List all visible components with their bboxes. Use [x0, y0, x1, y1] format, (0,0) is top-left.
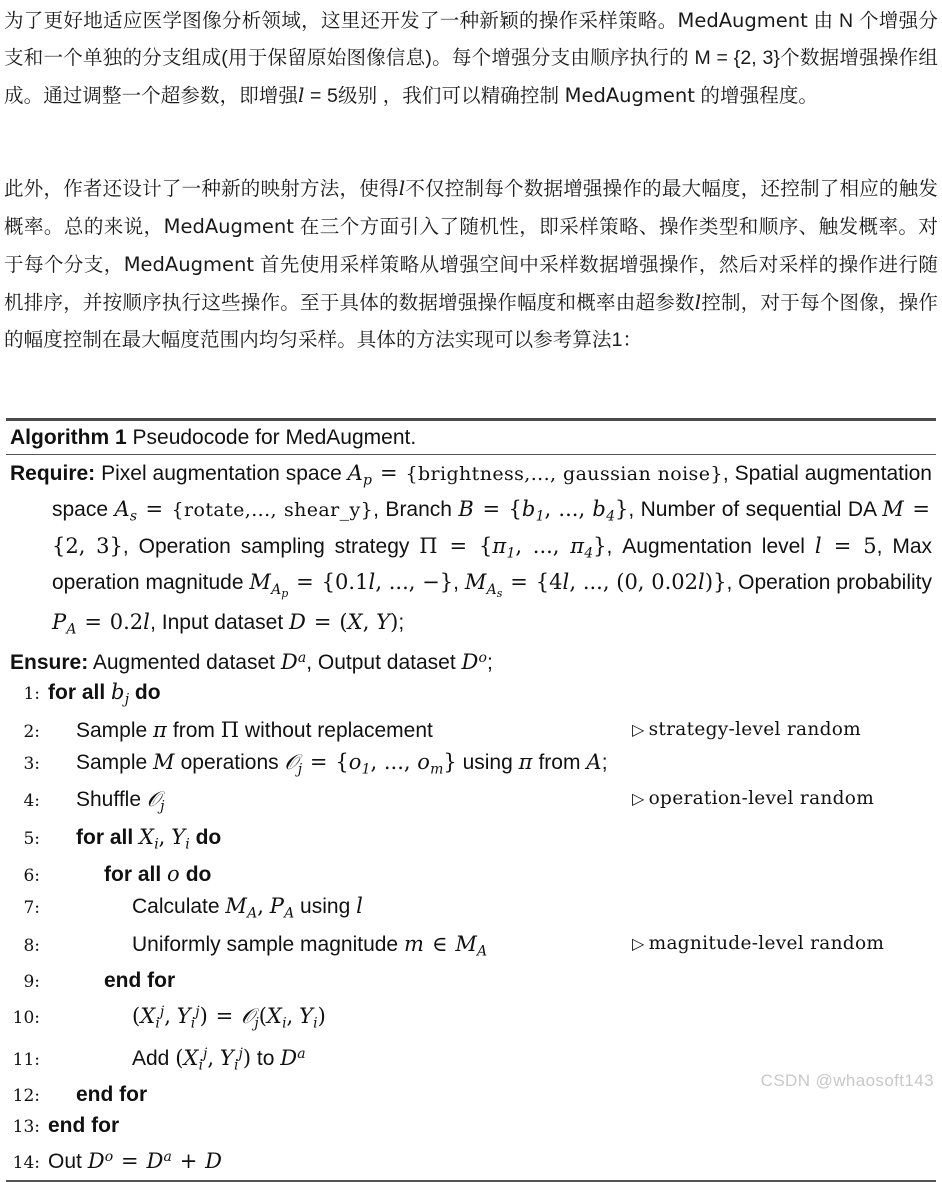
algorithm-step-2 [6, 715, 936, 747]
line-content: Sample M operations 𝒪$_j$ = {$o_1$, ..., $o_m$} using π from A; [76, 749, 608, 778]
line-number: 12: [12, 1086, 40, 1107]
para1-seg-6: 的增强程度。 [694, 85, 819, 107]
line-number: 5: [23, 828, 40, 849]
intro-paragraph-2 [4, 170, 938, 359]
para2-seg-2: 不仅控制每个数据增强操作的最大幅度，还控制了相应的触发概率。总的来说， [4, 178, 938, 238]
algorithm-step-6 [6, 859, 936, 891]
algorithm-ensure-line: Ensure: Augmented dataset $D^a$, Output dataset $D^o$; [10, 650, 493, 675]
intro-paragraph-1 [4, 2, 938, 115]
algorithm-step-7 [6, 891, 936, 928]
algorithm-step-1 [6, 677, 936, 714]
algorithm-step-14 [6, 1142, 936, 1178]
algorithm-step-9 [6, 966, 936, 997]
line-number: 6: [23, 866, 40, 887]
algorithm-step-4 [6, 784, 936, 821]
para2-seg-6: 首先使用采样策略从增强空间中采样数据增强操作，然后对采样的操作进行随机排序，并按顺序执行这些操作。至于具体的数据增强操作幅度和概率由超参数 [4, 254, 938, 314]
algorithm-step-13 [6, 1111, 936, 1142]
para2-seg-4: 在三个方面引入了随机性，即采样策略、操作类型和顺序、触发概率。对于每个分支， [4, 216, 938, 276]
line-number: 4: [23, 791, 40, 812]
line-number: 8: [23, 935, 40, 956]
line-number: 7: [23, 898, 40, 919]
algorithm-number-label: Algorithm 1 [10, 426, 127, 449]
line-number: 9: [23, 972, 40, 993]
line-content: for all $X_i$, $Y_i$ do [76, 824, 222, 853]
line-content: Uniformly sample magnitude m ∈ $M_A$ ▷ magnitude-level random [46, 929, 936, 966]
line-content: end for [76, 1083, 148, 1107]
para2-math-l-2: l [694, 290, 702, 314]
line-content: end for [104, 969, 176, 993]
require-label: Require: [10, 462, 96, 485]
algorithm-require-line: Require: Pixel augmentation space $A_p$ = {brightness,..., gaussian noise}, Spatial augmentation space $A_s$ = {rotate,..., shear_y}, Branch $B = \{b_1$, ..., $b_4$}, Number of sequential DA M = {2, 3}, Operation sampling strategy $\Pi = \{\pi_1$, ..., $\pi_4$}, Augmentation level l = 5, Max operation magnitude $M_{A_p} = \{0.1l$, ..., −}, $M_{A_s} = \{4l$, ..., (0, 0.02l)}, Operation probability $P_A = 0.2l$, Input dataset D = (X, Y); [10, 461, 933, 638]
para2-seg-medaugment-1: MedAugment [163, 215, 294, 238]
line-content: Shuffle 𝒪$_j$ ▷ operation-level random [46, 784, 936, 821]
algorithm-step-8 [6, 929, 936, 966]
para2-math-l-1: l [398, 176, 406, 200]
para2-seg-8: 控制，对于每个图像，操作的幅度控制在最大幅度范围内均匀采样。具体的方法实现可以参考算法1： [4, 292, 938, 351]
line-content: Out $D^o = D^a + D$ [48, 1149, 223, 1174]
para1-seg-2: 由 N 个增强分支和一个单独的分支组成(用于保留原始图像信息)。每个增强分支由顺序执行的 M = {2, 3}个数据增强操作组成。通过调整一个超参数，即增强 [4, 10, 938, 107]
line-content: end for [48, 1114, 120, 1138]
algorithm-box [6, 418, 936, 1182]
para2-seg-0: 此外，作者还设计了一种新的映射方法，使得 [4, 178, 399, 200]
algorithm-step-10 [6, 997, 936, 1038]
para2-seg-medaugment-2: MedAugment [123, 253, 255, 276]
para1-seg-medaugment-1: MedAugment [677, 9, 808, 32]
line-number: 14: [12, 1153, 40, 1174]
line-content: Calculate $M_A$, $P_A$ using l [132, 894, 364, 922]
line-content: for all o do [104, 862, 212, 887]
para1-seg-medaugment-2: MedAugment [564, 84, 695, 107]
para1-seg-4: = 5级别 ，我们可以精确控制 [304, 85, 565, 107]
line-comment: ▷ strategy-level random [632, 718, 862, 740]
line-content: for all $b_j$ do [48, 680, 161, 708]
line-number: 11: [12, 1049, 40, 1070]
line-comment: ▷ magnitude-level random [632, 932, 885, 954]
line-number: 1: [23, 684, 40, 705]
csdn-watermark: CSDN @whaosoft143 [760, 1071, 934, 1090]
line-comment: ▷ operation-level random [632, 788, 875, 810]
line-number: 10: [12, 1008, 40, 1029]
line-content: ($X_i^j$, $Y_i^j$) = $𝒪_j(X_i$, $Y_i$) [132, 1004, 326, 1032]
line-number: 3: [23, 753, 40, 774]
algorithm-caption: Pseudocode for MedAugment. [132, 426, 417, 449]
line-content: Sample π from Π without replacement ▷ strategy-level random [46, 715, 936, 746]
para1-math-l: l [298, 83, 305, 107]
line-number: 2: [23, 721, 40, 742]
algorithm-step-5 [6, 822, 936, 859]
ensure-label: Ensure: [10, 651, 89, 675]
para1-seg-0: 为了更好地适应医学图像分析领域，这里还开发了一种新颖的操作采样策略。 [4, 10, 678, 32]
line-content: Add ($X_i^j$, $Y_i^j$) to $D^a$ [132, 1045, 306, 1074]
line-number: 13: [12, 1117, 40, 1138]
algorithm-title [6, 421, 936, 454]
algorithm-step-3 [6, 747, 936, 784]
